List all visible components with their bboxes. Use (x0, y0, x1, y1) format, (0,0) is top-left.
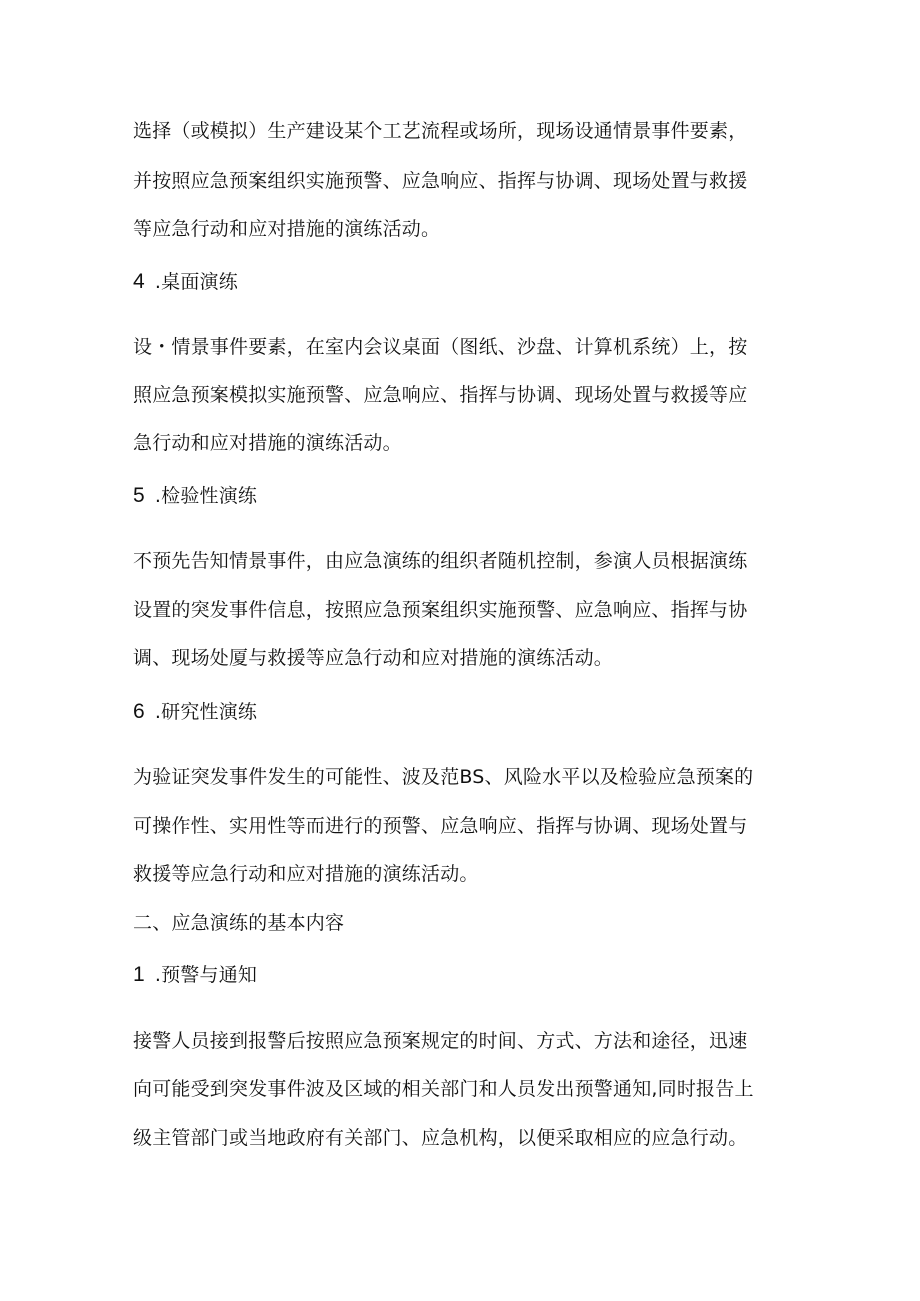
section-4-number: 4 (133, 270, 145, 293)
section-4-heading (133, 268, 813, 296)
section-4-line-2: 照应急预案模拟实施预警、应急响应、指挥与协调、现场处置与救援等应 (133, 384, 748, 406)
section-5-title: .检验性演练 (154, 485, 258, 507)
section-5-line-2: 设置的突发事件信息，按照应急预案组织实施预警、应急响应、指挥与协 (133, 599, 748, 621)
section-2-1-line-1: 接警人员接到报警后按照应急预案规定的时间、方式、方法和途径，迅速 (133, 1030, 748, 1052)
section-5-number: 5 (133, 484, 145, 507)
section-6-heading (133, 698, 813, 726)
chapter-2-title: 二、应急演练的基本内容 (133, 912, 345, 934)
section-6-line-3: 救援等应急行动和应对措施的演练活动。 (133, 863, 479, 885)
section-2-1-line-2: 向可能受到突发事件波及区域的相关部门和人员发出预警通知,同时报告上 (133, 1078, 754, 1100)
section-4-line-1: 设・情景事件要素，在室内会议桌面（图纸、沙盘、计算机系统）上，按 (133, 336, 748, 358)
section-5-heading (133, 482, 813, 510)
section-4-line-3: 急行动和应对措施的演练活动。 (133, 432, 402, 454)
section-6-title: .研究性演练 (154, 701, 258, 723)
section-2-1-title: .预警与通知 (154, 964, 258, 986)
section-5-line-3: 调、现场处厦与救援等应急行动和应对措施的演练活动。 (133, 647, 614, 669)
section-2-1-heading (133, 961, 813, 989)
paragraph-intro-line-2: 并按照应急预案组织实施预警、应急响应、指挥与协调、现场处置与救援 (133, 170, 748, 192)
section-2-1-line-3: 级主管部门或当地政府有关部门、应急机构，以便采取相应的应急行动。 (133, 1127, 748, 1149)
section-4-title: .桌面演练 (154, 271, 238, 293)
section-6-line-2: 可操作性、实用性等而进行的预警、应急响应、指挥与协调、现场处置与 (133, 815, 748, 837)
section-6-line-1: 为验证突发事件发生的可能性、波及范BS、风险水平以及检验应急预案的 (133, 766, 754, 788)
section-2-1-number: 1 (133, 963, 145, 986)
paragraph-intro-line-3: 等应急行动和应对措施的演练活动。 (133, 218, 441, 240)
paragraph-intro-line-1: 选择（或模拟）生产建设某个工艺流程或场所，现场设通情景事件要素， (133, 120, 748, 142)
section-6-number: 6 (133, 700, 145, 723)
section-5-line-1: 不预先告知情景事件，由应急演练的组织者随机控制，参演人员根据演练 (133, 550, 748, 572)
